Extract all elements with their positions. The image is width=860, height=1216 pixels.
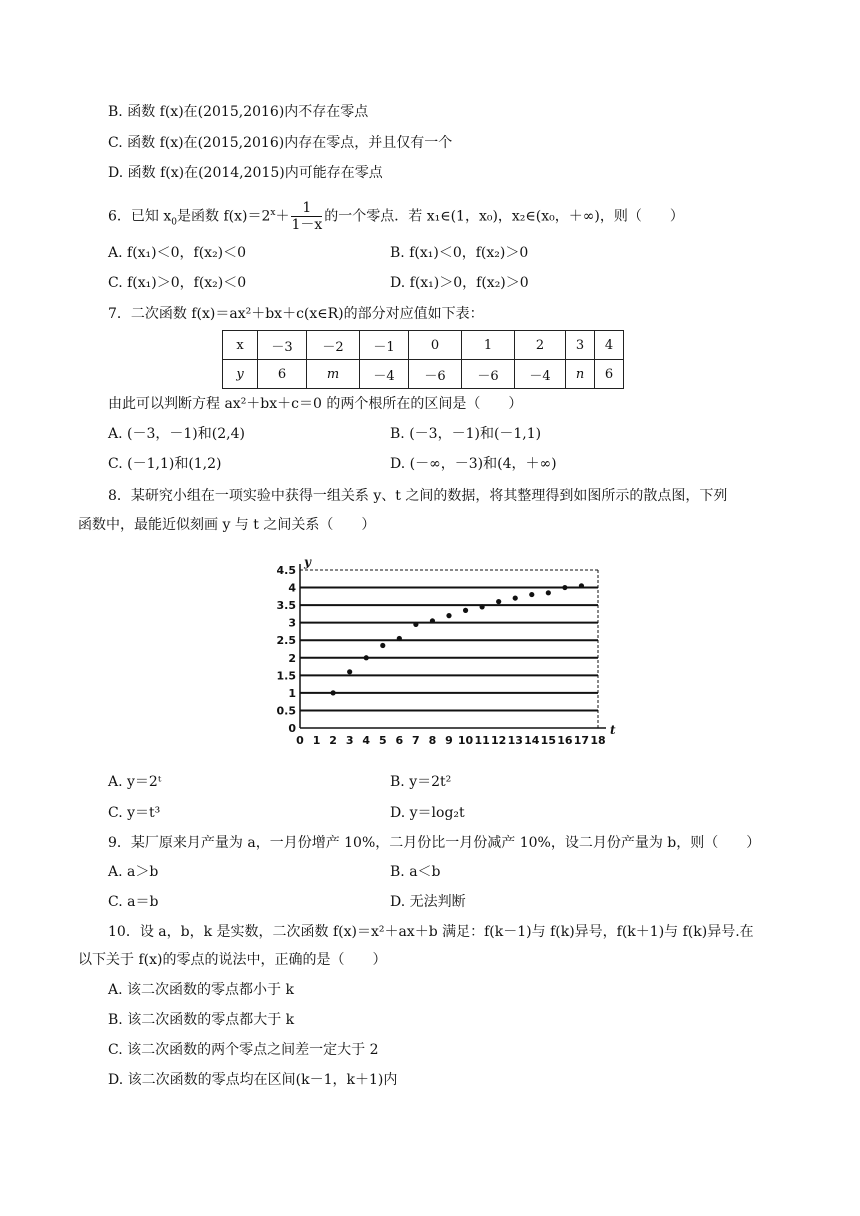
q6-sup: x — [270, 208, 276, 218]
data-point — [562, 585, 567, 590]
q6-frac-num: 1 — [291, 200, 322, 217]
q6-option-a-letter: A. — [108, 245, 123, 261]
q7-option-c-letter: C. — [108, 456, 123, 472]
table-cell: －6 — [462, 360, 515, 389]
q10-option-c-letter: C. — [108, 1042, 123, 1058]
q5-option-d-text: 函数 f(x)在(2014,2015)内可能存在零点 — [127, 165, 383, 181]
data-point — [546, 590, 551, 595]
q6-suffix: 的一个零点．若 x₁∈(1，x₀)，x₂∈(x₀，＋∞)，则（ ） — [324, 208, 684, 225]
q9-stem: 9．某厂原来月产量为 a，一月份增产 10%，二月份比一月份减产 10%，设二月份产量为 b，则（ ） — [108, 835, 761, 851]
q7-value-table — [222, 330, 624, 389]
q6-option-a — [108, 243, 246, 263]
q5-option-b-letter: B. — [108, 104, 123, 120]
q6-option-d-letter: D. — [390, 275, 406, 291]
y-tick-label: 1.5 — [276, 669, 296, 683]
q10-option-d — [108, 1070, 397, 1090]
x-tick-label: 11 — [474, 734, 490, 747]
q5-option-d-letter: D. — [108, 165, 124, 181]
q8-option-d-text: y＝log₂t — [409, 805, 465, 821]
q6-option-d — [390, 273, 529, 293]
q8-option-b-text: y＝2t² — [409, 774, 452, 790]
data-point — [413, 622, 418, 627]
q9-option-a-text: a＞b — [127, 864, 159, 880]
data-point — [446, 613, 451, 618]
data-point — [397, 636, 402, 641]
table-cell: －4 — [515, 360, 566, 389]
q8-option-a-letter: A. — [108, 774, 123, 790]
q10-option-c — [108, 1040, 378, 1060]
q6-option-b-letter: B. — [390, 245, 405, 261]
x-tick-label: 16 — [557, 734, 573, 747]
data-point — [331, 690, 336, 695]
q8-option-a — [108, 772, 161, 792]
data-point — [430, 618, 435, 623]
q9-option-d — [390, 892, 466, 912]
data-point — [496, 599, 501, 604]
q7-option-d-text: (－∞，－3)和(4，＋∞) — [409, 456, 557, 472]
q10-stem-line2: 以下关于 f(x)的零点的说法中，正确的是（ ） — [78, 952, 387, 968]
q7-option-b-letter: B. — [390, 426, 405, 442]
q7-option-b-text: (－3，－1)和(－1,1) — [409, 426, 542, 442]
q5-option-c-letter: C. — [108, 135, 123, 151]
q5-option-b — [108, 102, 368, 122]
table-cell: n — [566, 360, 595, 389]
table-cell: 4 — [595, 331, 624, 360]
q10-option-d-letter: D. — [108, 1072, 124, 1088]
q7-option-c-text: (－1,1)和(1,2) — [127, 456, 222, 472]
q7-follow: 由此可以判断方程 ax²＋bx＋c＝0 的两个根所在的区间是（ ） — [108, 396, 523, 412]
q10-option-b — [108, 1010, 294, 1030]
table-cell: 2 — [515, 331, 566, 360]
q5-option-c-text: 函数 f(x)在(2015,2016)内存在零点，并且仅有一个 — [127, 135, 453, 151]
table-cell: －2 — [307, 331, 360, 360]
x-tick-label: 15 — [540, 734, 556, 747]
q8-option-a-text: y＝2ᵗ — [127, 774, 162, 790]
q5-option-b-text: 函数 f(x)在(2015,2016)内不存在零点 — [127, 104, 369, 120]
table-cell: 3 — [566, 331, 595, 360]
scatter-chart — [270, 556, 620, 756]
q7-option-c — [108, 454, 222, 474]
q8-option-c-letter: C. — [108, 805, 123, 821]
x-tick-label: 7 — [412, 734, 420, 747]
x-tick-label: 12 — [491, 734, 507, 747]
x-tick-label: 18 — [590, 734, 606, 747]
q10-option-a-text: 该二次函数的零点都小于 k — [127, 982, 294, 998]
y-tick-label: 4.5 — [276, 564, 296, 577]
q7-stem: 7．二次函数 f(x)＝ax²＋bx＋c(x∈R)的部分对应值如下表： — [108, 306, 484, 322]
x-tick-label: 0 — [296, 734, 304, 747]
q9-option-d-letter: D. — [390, 894, 406, 910]
q9-option-b-letter: B. — [390, 864, 405, 880]
q10-option-d-text: 该二次函数的零点均在区间(k－1，k＋1)内 — [127, 1072, 398, 1088]
q9-option-a — [108, 862, 158, 882]
q8-option-d-letter: D. — [390, 805, 406, 821]
q8-stem-line1: 8．某研究小组在一项实验中获得一组关系 y、t 之间的数据，将其整理得到如图所示的散点图，下列 — [108, 488, 728, 504]
table-cell: －1 — [360, 331, 409, 360]
q7-option-a-text: (－3，－1)和(2,4) — [127, 426, 245, 442]
q8-option-b-letter: B. — [390, 774, 405, 790]
q5-option-d — [108, 163, 383, 183]
q6-frac-den: 1－x — [291, 217, 323, 234]
q6-stem — [108, 196, 684, 239]
y-tick-label: 0 — [288, 722, 296, 735]
x-tick-label: 1 — [312, 734, 321, 747]
data-point — [364, 655, 369, 660]
table-cell: 0 — [409, 331, 462, 360]
q6-option-c — [108, 273, 246, 293]
q9-option-c-text: a＝b — [127, 894, 159, 910]
data-point — [463, 608, 468, 613]
q6-fraction — [291, 200, 322, 233]
data-point — [380, 643, 385, 648]
q8-option-c-text: y＝t³ — [127, 805, 161, 821]
table-row — [223, 360, 624, 389]
y-tick-label: 2 — [288, 651, 296, 665]
x-tick-label: 13 — [507, 734, 523, 747]
data-point — [529, 592, 534, 597]
q9-option-a-letter: A. — [108, 864, 123, 880]
x-axis-label: t — [610, 723, 616, 737]
q9-option-c-letter: C. — [108, 894, 123, 910]
x-tick-label: 17 — [573, 734, 590, 747]
x-tick-label: 9 — [445, 734, 453, 747]
q6-prefix: 6．已知 x — [108, 208, 172, 225]
table-cell: －4 — [360, 360, 409, 389]
q5-option-c — [108, 133, 452, 153]
y-tick-label: 3 — [288, 616, 296, 630]
q7-option-a — [108, 424, 245, 444]
q8-option-d — [390, 803, 465, 823]
y-tick-label: 3.5 — [276, 599, 296, 613]
y-tick-label: 2.5 — [276, 634, 296, 648]
x-tick-label: 10 — [457, 734, 474, 747]
q7-option-a-letter: A. — [108, 426, 123, 442]
y-tick-label: 4 — [288, 581, 296, 595]
q6-option-a-text: f(x₁)＜0，f(x₂)＜0 — [127, 245, 247, 261]
x-tick-label: 8 — [428, 734, 437, 747]
q9-option-c — [108, 892, 158, 912]
q10-stem-line1: 10．设 a，b，k 是实数，二次函数 f(x)＝x²＋ax＋b 满足：f(k－1)与 f(k)异号，f(k＋1)与 f(k)异号.在 — [108, 924, 754, 940]
table-cell: 6 — [258, 360, 307, 389]
q6-mid: 是函数 f(x)＝2 — [177, 208, 271, 225]
table-cell: －3 — [258, 331, 307, 360]
q6-option-d-text: f(x₁)＞0，f(x₂)＞0 — [409, 275, 529, 291]
q7-option-d-letter: D. — [390, 456, 406, 472]
x-tick-label: 14 — [524, 734, 540, 747]
table-cell: －6 — [409, 360, 462, 389]
q6-sub: 0 — [171, 217, 177, 228]
y-tick-label: 1 — [288, 686, 296, 700]
table-cell: x — [223, 331, 258, 360]
q10-option-c-text: 该二次函数的两个零点之间差一定大于 2 — [127, 1042, 379, 1058]
q10-option-a-letter: A. — [108, 982, 123, 998]
data-point — [579, 583, 584, 588]
q6-plus: ＋ — [275, 208, 290, 225]
table-cell: 6 — [595, 360, 624, 389]
q10-option-b-text: 该二次函数的零点都大于 k — [127, 1012, 295, 1028]
q6-option-c-letter: C. — [108, 275, 123, 291]
q6-option-b-text: f(x₁)＜0，f(x₂)＞0 — [409, 245, 529, 261]
data-point — [347, 669, 352, 674]
x-tick-label: 4 — [362, 734, 371, 747]
q9-option-b-text: a＜b — [409, 864, 441, 880]
q6-option-b — [390, 243, 528, 263]
q9-option-b — [390, 862, 441, 882]
q10-option-a — [108, 980, 294, 1000]
data-point — [513, 595, 518, 600]
q10-option-b-letter: B. — [108, 1012, 123, 1028]
table-row — [223, 331, 624, 360]
table-cell: m — [307, 360, 360, 389]
x-tick-label: 2 — [329, 734, 337, 747]
x-tick-label: 5 — [378, 734, 387, 747]
q6-option-c-text: f(x₁)＞0，f(x₂)＜0 — [127, 275, 247, 291]
q8-option-c — [108, 803, 160, 823]
q9-option-d-text: 无法判断 — [409, 894, 466, 910]
table-cell: y — [223, 360, 258, 389]
y-axis-label: y — [304, 556, 311, 569]
q8-stem-line2: 函数中，最能近似刻画 y 与 t 之间关系（ ） — [78, 517, 376, 533]
q7-option-b — [390, 424, 541, 444]
x-tick-label: 6 — [395, 734, 404, 747]
table-cell: 1 — [462, 331, 515, 360]
q7-option-d — [390, 454, 557, 474]
q8-option-b — [390, 772, 451, 792]
y-tick-label: 0.5 — [276, 704, 296, 718]
x-tick-label: 3 — [345, 734, 354, 747]
data-point — [480, 604, 485, 609]
